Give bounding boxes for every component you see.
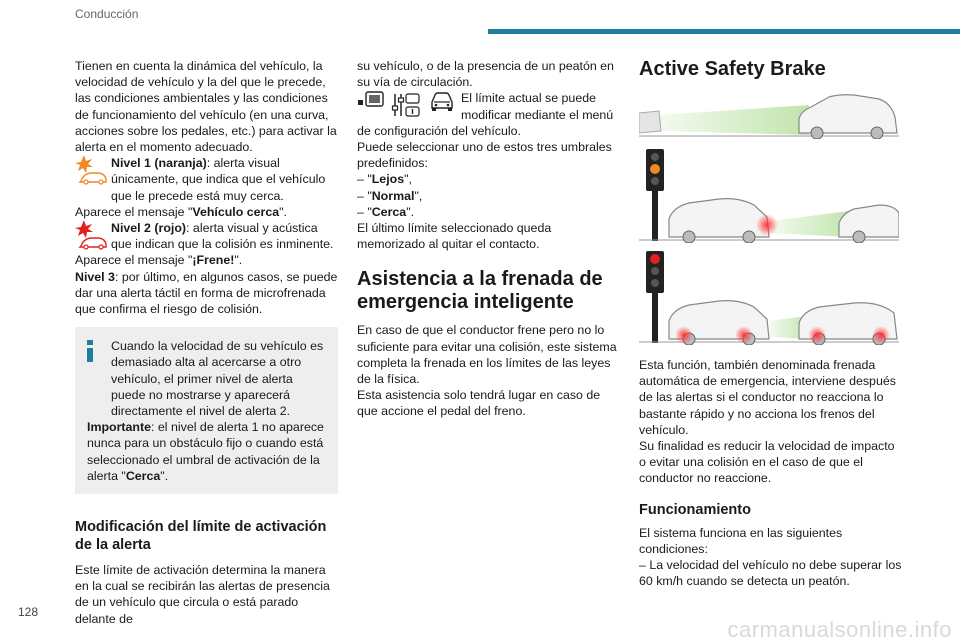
paragraph-intro: Tienen en cuenta la dinámica del vehículo, la velocidad de vehículo y la del que le precede, las condiciones ambientales y las condiciones de funcionamiento del vehículo (en una curva, acciones sobre los pedales, etc.) para activar la alerta en el momento adecuado.	[75, 59, 337, 155]
illustration-alert	[639, 147, 899, 243]
level-1-text: : alerta visual únicamente, que indica que el vehículo que le precede está muy cerca.	[111, 156, 326, 203]
column-3	[639, 58, 902, 589]
subheading-operation: Funcionamiento	[639, 501, 751, 518]
watermark: carmanualsonline.info	[727, 616, 952, 642]
column-2	[357, 58, 620, 420]
illustration-braking	[639, 249, 899, 345]
level-3: Nivel 3: por último, en algunos casos, se puede dar una alerta táctil en forma de microfrenada que confirma el riesgo de colisión.	[75, 269, 338, 317]
paragraph-continued: su vehículo, o de la presencia de un peatón en su vía de circulación.	[357, 59, 614, 90]
note-text-2: Importante: el nivel de alerta 1 no aparece nunca para un obstáculo fijo o cuando está seleccionado el umbral de activación de la alerta "Cerca".	[87, 420, 324, 483]
screen-icon	[357, 90, 385, 112]
settings-sliders-icon	[391, 90, 423, 120]
paragraph-asb-1: Esta función, también denominada frenada automática de emergencia, interviene después de las alertas si el conductor no reacciona lo bastante rápido y no acciona los frenos del vehículo.	[639, 358, 896, 437]
paragraph-asb-2: Su finalidad es reducir la velocidad de impacto o evitar una colisión en el caso de que el conductor no reaccione.	[639, 439, 895, 486]
paragraph-config: El límite actual se puede modificar mediante el menú de configuración del vehículo.	[357, 91, 614, 138]
paragraph-emergency-2: Esta asistencia solo tendrá lugar en caso de que accione el pedal del freno.	[357, 388, 601, 419]
alert-level-2	[75, 220, 338, 252]
config-menu-row	[357, 90, 620, 139]
level-2-message: Aparece el mensaje "¡Frene!".	[75, 253, 243, 268]
header-accent-bar	[488, 29, 960, 34]
option-normal: – "Normal",	[357, 188, 423, 203]
info-note	[75, 327, 338, 494]
illustration-approach	[639, 91, 899, 139]
option-lejos: – "Lejos",	[357, 172, 412, 187]
config-icons	[357, 90, 455, 120]
note-text-1: Cuando la velocidad de su vehículo es demasiado alta al acercarse a otro vehículo, el primer nivel de alerta puede no mostrarse y aparecerá directamente el nivel de alerta 2.	[111, 339, 324, 419]
alert-level-1	[75, 155, 338, 204]
option-cerca: – "Cerca".	[357, 204, 415, 219]
paragraph-emergency-1: En caso de que el conductor frene pero no lo suficiente para evitar una colisión, este sistema completa la frenada en los límites de las leyes de la física.	[357, 323, 617, 387]
level-2-text: : alerta visual y acústica que indican que la colisión es inminente.	[111, 221, 334, 252]
traffic-light-icon	[646, 149, 664, 241]
page-number: 128	[18, 605, 39, 619]
paragraph-options-intro: Puede seleccionar uno de estos tres umbrales predefinidos:	[357, 140, 612, 171]
collision-alert-icon	[75, 155, 109, 185]
paragraph-conditions: El sistema funciona en las siguientes condiciones:	[639, 525, 843, 556]
level-2-title: Nivel 2 (rojo)	[111, 221, 187, 236]
level-1-message: Aparece el mensaje "Vehículo cerca".	[75, 204, 287, 219]
paragraph-memory: El último límite seleccionado queda memorizado al quitar el contacto.	[357, 221, 552, 252]
subheading-threshold: Modificación del límite de activación de la alerta	[75, 519, 327, 554]
heading-emergency-braking: Asistencia a la frenada de emergencia inteligente	[357, 268, 603, 314]
heading-active-safety-brake: Active Safety Brake	[639, 58, 826, 80]
paragraph-threshold: Este límite de activación determina la manera en la cual se recibirán las alertas de presencia de un vehículo que circula o está parado delante de	[75, 563, 330, 626]
traffic-light-icon	[646, 251, 664, 343]
collision-alert-icon	[75, 220, 109, 250]
car-front-icon	[429, 90, 455, 112]
info-icon	[87, 340, 93, 362]
paragraph-condition-speed: – La velocidad del vehículo no debe superar los 60 km/h cuando se detecta un peatón.	[639, 558, 902, 589]
column-1	[75, 58, 338, 627]
section-header: Conducción	[75, 7, 139, 21]
level-1-title: Nivel 1 (naranja)	[111, 156, 207, 171]
